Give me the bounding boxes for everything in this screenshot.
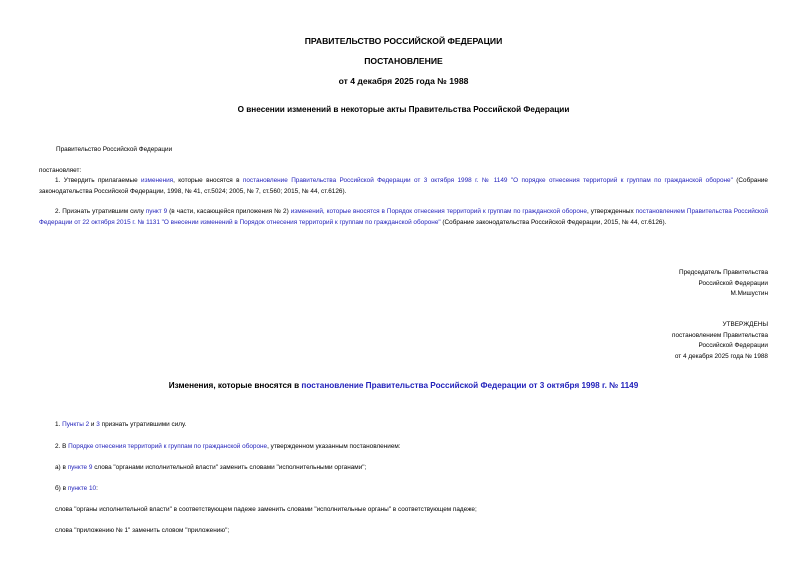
- changes-title: [0, 381, 807, 390]
- change-2-link-procedure[interactable]: Порядке отнесения территорий к группам по гражданской обороне: [68, 443, 268, 450]
- change-4-text-b: :: [96, 485, 98, 492]
- change-1-text-c: признать утратившими силу.: [99, 421, 187, 428]
- approval-line-1: УТВЕРЖДЕНЫ: [722, 321, 768, 328]
- approval-line-2: постановлением Правительства: [672, 331, 768, 339]
- signature-name: М.Мишустин: [730, 290, 768, 297]
- change-1-link-3[interactable]: 3: [96, 421, 100, 428]
- issuer-text: Правительство Российской Федерации: [56, 146, 173, 153]
- document-title: О внесении изменений в некоторые акты Правительства Российской Федерации: [237, 105, 570, 114]
- item-2-link-point-9[interactable]: пункт 9: [145, 208, 168, 215]
- item-2-text-c: , утвержденных: [587, 208, 636, 215]
- approval-line-4: от 4 декабря 2025 года № 1988: [674, 352, 768, 360]
- change-2: [55, 442, 401, 453]
- signature-block: [679, 268, 768, 300]
- change-3: [55, 463, 366, 474]
- change-2-text-b: , утвержденном указанным постановлением:: [267, 443, 401, 450]
- change-4-text-a: б) в: [55, 485, 68, 492]
- changes-title-text: Изменения, которые вносятся в: [168, 381, 302, 390]
- approval-block: [672, 320, 768, 362]
- change-4-link-point-10[interactable]: пункте 10: [67, 485, 97, 492]
- item-1-link-resolution-1149[interactable]: постановление Правительства Российской Федерации от 3 октября 1998 г. № 1149 "О порядке отнесения территорий к группам по гражданской обороне": [242, 177, 733, 184]
- change-3-text-a: а) в: [55, 464, 68, 471]
- approval-line-3: Российской Федерации: [698, 342, 768, 349]
- item-2-link-resolution-1131[interactable]: постановлением Правительства Российской Федерации от 22 октября 2015 г. № 1131 "О внесении изменений в Порядок отнесения территорий к группам по гражданской обороне": [39, 208, 768, 226]
- signature-line-1: Председатель Правительства: [679, 269, 768, 276]
- item-2-text-b: (в части, касающейся приложения № 2): [167, 208, 291, 215]
- change-2-text-a: 2. В: [55, 443, 69, 450]
- item-1-paragraph: [39, 176, 768, 197]
- date-number-heading: от 4 декабря 2025 года № 1988: [338, 76, 469, 86]
- item-1-link-changes[interactable]: изменения: [141, 177, 174, 184]
- item-2-paragraph: [39, 207, 768, 228]
- change-1-text-b: и: [89, 421, 97, 428]
- change-1-text-a: 1.: [55, 421, 63, 428]
- org-heading: ПРАВИТЕЛЬСТВО РОССИЙСКОЙ ФЕДЕРАЦИИ: [304, 36, 503, 46]
- item-1-text-a: 1. Утвердить прилагаемые: [55, 177, 142, 184]
- change-3-text-b: слова "органами исполнительной власти" заменить словами "исполнительными органами";: [92, 464, 367, 471]
- change-4: [55, 484, 98, 495]
- item-1-text-c: (Собрание законодательства Российской Федерации, 1998, № 41, ст.5024; 2005, № 7, ст.560; 2015, № 44, ст.6126).: [39, 177, 768, 195]
- resolves-text: постановляет:: [39, 167, 82, 174]
- item-2-link-changes[interactable]: изменений, которые вносятся в Порядок отнесения территорий к группам по гражданской обороне: [290, 208, 587, 215]
- item-1-text-b: , которые вносятся в: [173, 177, 243, 184]
- change-5: слова "органы исполнительной власти" в соответствующем падеже заменить словами "исполнительные органы" в соответствующем падеже;: [55, 506, 477, 513]
- changes-title-link[interactable]: постановление Правительства Российской Федерации от 3 октября 1998 г. № 1149: [301, 381, 639, 390]
- doc-type-heading: ПОСТАНОВЛЕНИЕ: [364, 56, 443, 66]
- change-1-link-points-2[interactable]: Пункты 2: [62, 421, 90, 428]
- signature-line-2: Российской Федерации: [698, 279, 768, 287]
- change-6: слова "приложению № 1" заменить словом "приложению";: [55, 527, 230, 534]
- item-2-text-d: (Собрание законодательства Российской Федерации, 2015, № 44, ст.6126).: [440, 218, 667, 226]
- item-2-text-a: 2. Признать утратившим силу: [55, 208, 146, 215]
- change-3-link-point-9[interactable]: пункте 9: [67, 464, 93, 471]
- change-1: [55, 420, 186, 431]
